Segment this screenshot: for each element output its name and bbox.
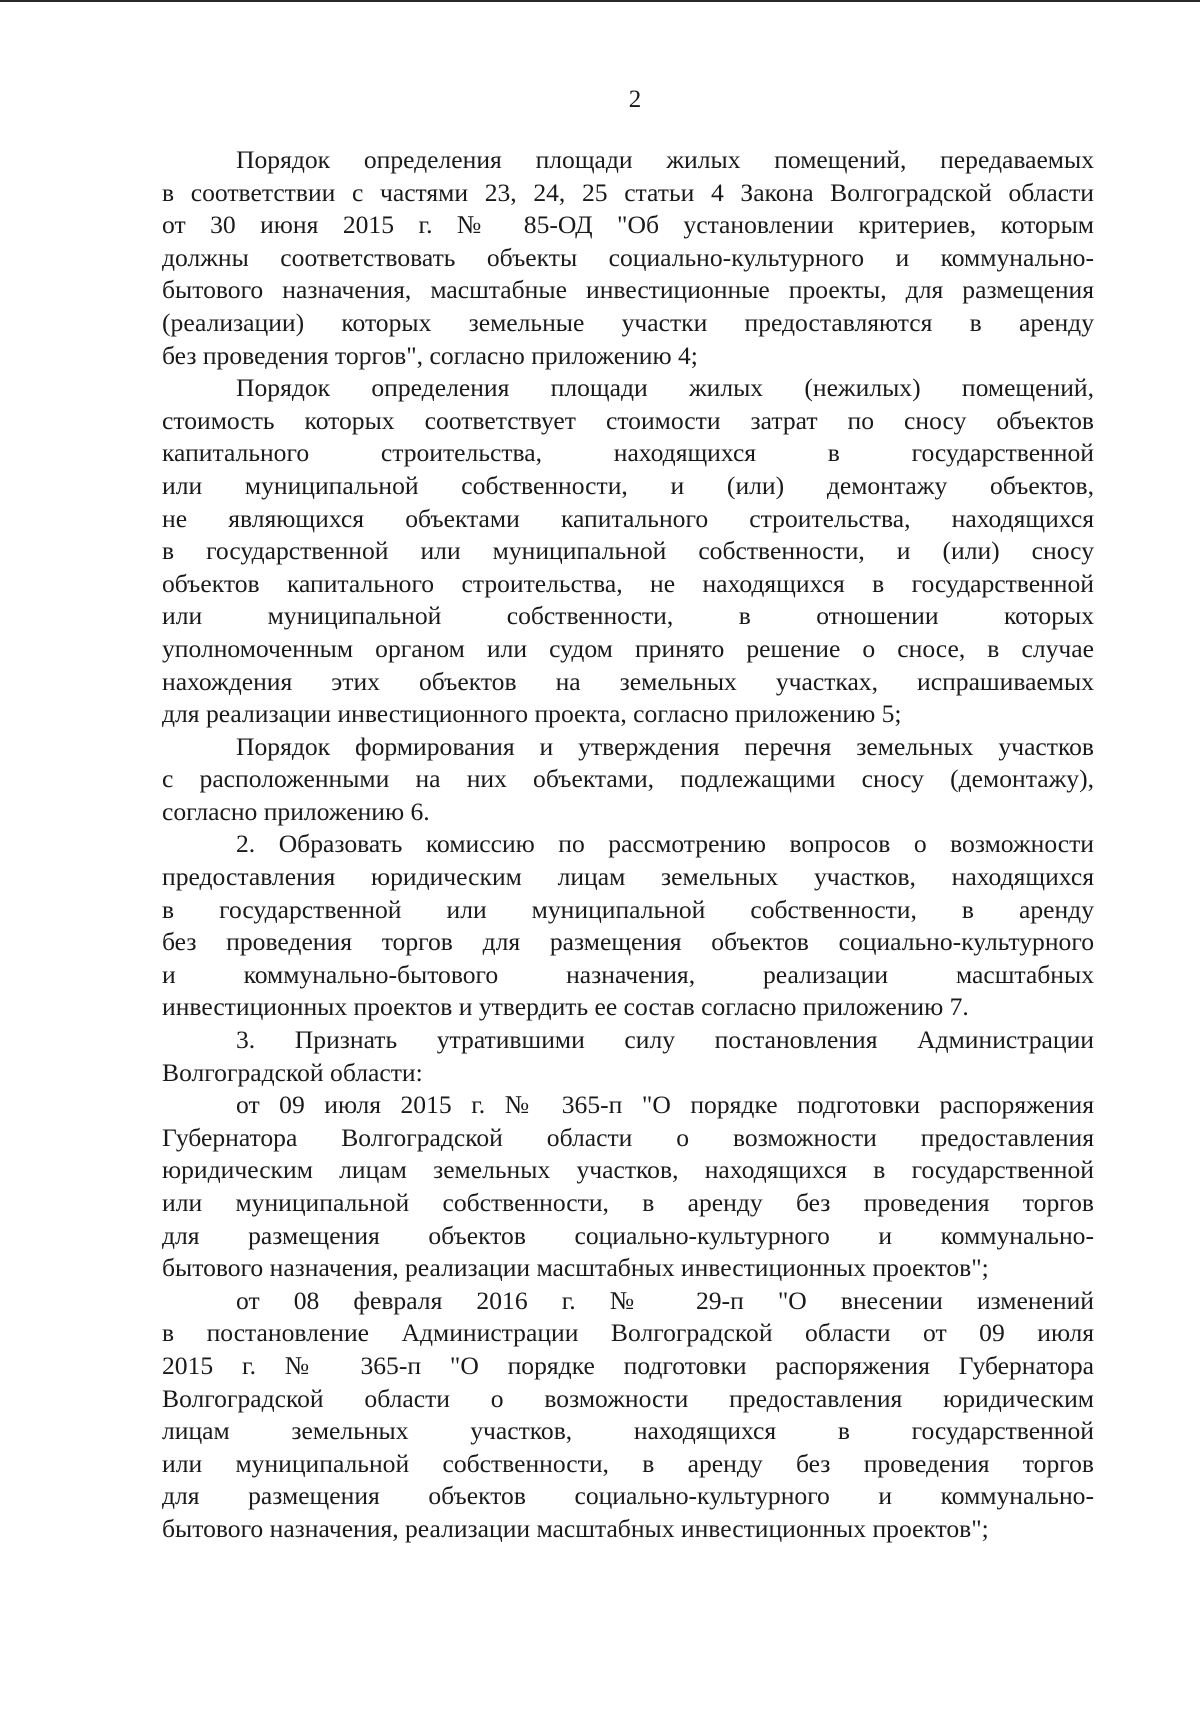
paragraph [162,828,1094,1024]
text-line: и коммунально-бытового назначения, реализации масштабных [162,959,1094,989]
text-line: юридическим лицам земельных участков, находящихся в государственной [162,1155,1094,1185]
paragraph [162,1089,1094,1285]
paragraph [162,1285,1094,1546]
text-line: Волгоградской области о возможности предоставления юридическим [162,1383,1094,1413]
text-line: согласно приложению 6. [162,796,430,826]
text-line: для реализации инвестиционного проекта, согласно приложению 5; [162,699,902,729]
text-line: нахождения этих объектов на земельных участках, испрашиваемых [162,666,1094,696]
text-line: 2. Образовать комиссию по рассмотрению вопросов о возможности [236,829,1094,859]
text-line: 2015 г. № 365-п "О порядке подготовки распоряжения Губернатора [162,1350,1094,1380]
text-line: в государственной или муниципальной собственности, в аренду [162,894,1094,924]
text-line: 3. Признать утратившими силу постановления Администрации [236,1025,1094,1055]
text-line: объектов капитального строительства, не находящихся в государственной [162,568,1094,598]
text-line: должны соответствовать объекты социально-культурного и коммунально- [162,242,1094,272]
text-line: в государственной или муниципальной собственности, и (или) сносу [162,536,1094,566]
paragraph [162,144,1094,372]
text-line: или муниципальной собственности, в аренду без проведения торгов [162,1188,1094,1217]
text-line: в соответствии с частями 23, 24, 25 статьи 4 Закона Волгоградской области [162,177,1094,207]
text-line: Порядок формирования и утверждения перечня земельных участков [236,731,1094,761]
text-line: не являющихся объектами капитального строительства, находящихся [162,503,1094,533]
paragraph [162,372,1094,731]
text-line: без проведения торгов для размещения объектов социально-культурного [162,927,1094,957]
text-line: от 30 июня 2015 г. № 85-ОД "Об установлении критериев, которым [162,210,1094,240]
text-line: или муниципальной собственности, в аренду без проведения торгов [162,1448,1094,1478]
text-line: (реализации) которых земельные участки предоставляются в аренду [162,307,1094,337]
text-line: бытового назначения, реализации масштабных инвестиционных проектов"; [162,1513,989,1543]
paragraph [162,731,1094,829]
page-number: 2 [628,86,642,113]
text-line: Порядок определения площади жилых помещений, передаваемых [236,145,1094,174]
text-line: капитального строительства, находящихся в государственной [162,438,1094,468]
text-line: для размещения объектов социально-культурного и коммунально- [162,1220,1094,1250]
text-line: без проведения торгов", согласно приложению 4; [162,340,698,370]
text-line: стоимость которых соответствует стоимости затрат по сносу объектов [162,405,1094,435]
text-line: для размещения объектов социально-культурного и коммунально- [162,1481,1094,1511]
text-line: лицам земельных участков, находящихся в государственной [162,1416,1094,1446]
text-line: от 08 февраля 2016 г. № 29-п "О внесении изменений [236,1285,1094,1315]
text-line: Порядок определения площади жилых (нежилых) помещений, [236,373,1094,403]
paragraph [162,1024,1094,1089]
document-body [162,144,1094,1546]
text-line: уполномоченным органом или судом принято решение о сносе, в случае [162,633,1094,663]
text-line: инвестиционных проектов и утвердить ее состав согласно приложению 7. [162,992,969,1022]
text-line: или муниципальной собственности, в отношении которых [162,601,1094,631]
text-line: Волгоградской области: [162,1057,423,1087]
text-line: или муниципальной собственности, и (или) демонтажу объектов, [162,470,1094,500]
text-line: Губернатора Волгоградской области о возможности предоставления [162,1122,1094,1152]
text-line: с расположенными на них объектами, подлежащими сносу (демонтажу), [162,764,1094,794]
text-line: бытового назначения, реализации масштабных инвестиционных проектов"; [162,1253,989,1283]
text-line: в постановление Администрации Волгоградской области от 09 июля [162,1318,1094,1348]
text-line: предоставления юридическим лицам земельных участков, находящихся [162,862,1094,892]
text-line: бытового назначения, масштабные инвестиционные проекты, для размещения [162,275,1094,305]
text-line: от 09 июля 2015 г. № 365-п "О порядке подготовки распоряжения [236,1090,1094,1120]
